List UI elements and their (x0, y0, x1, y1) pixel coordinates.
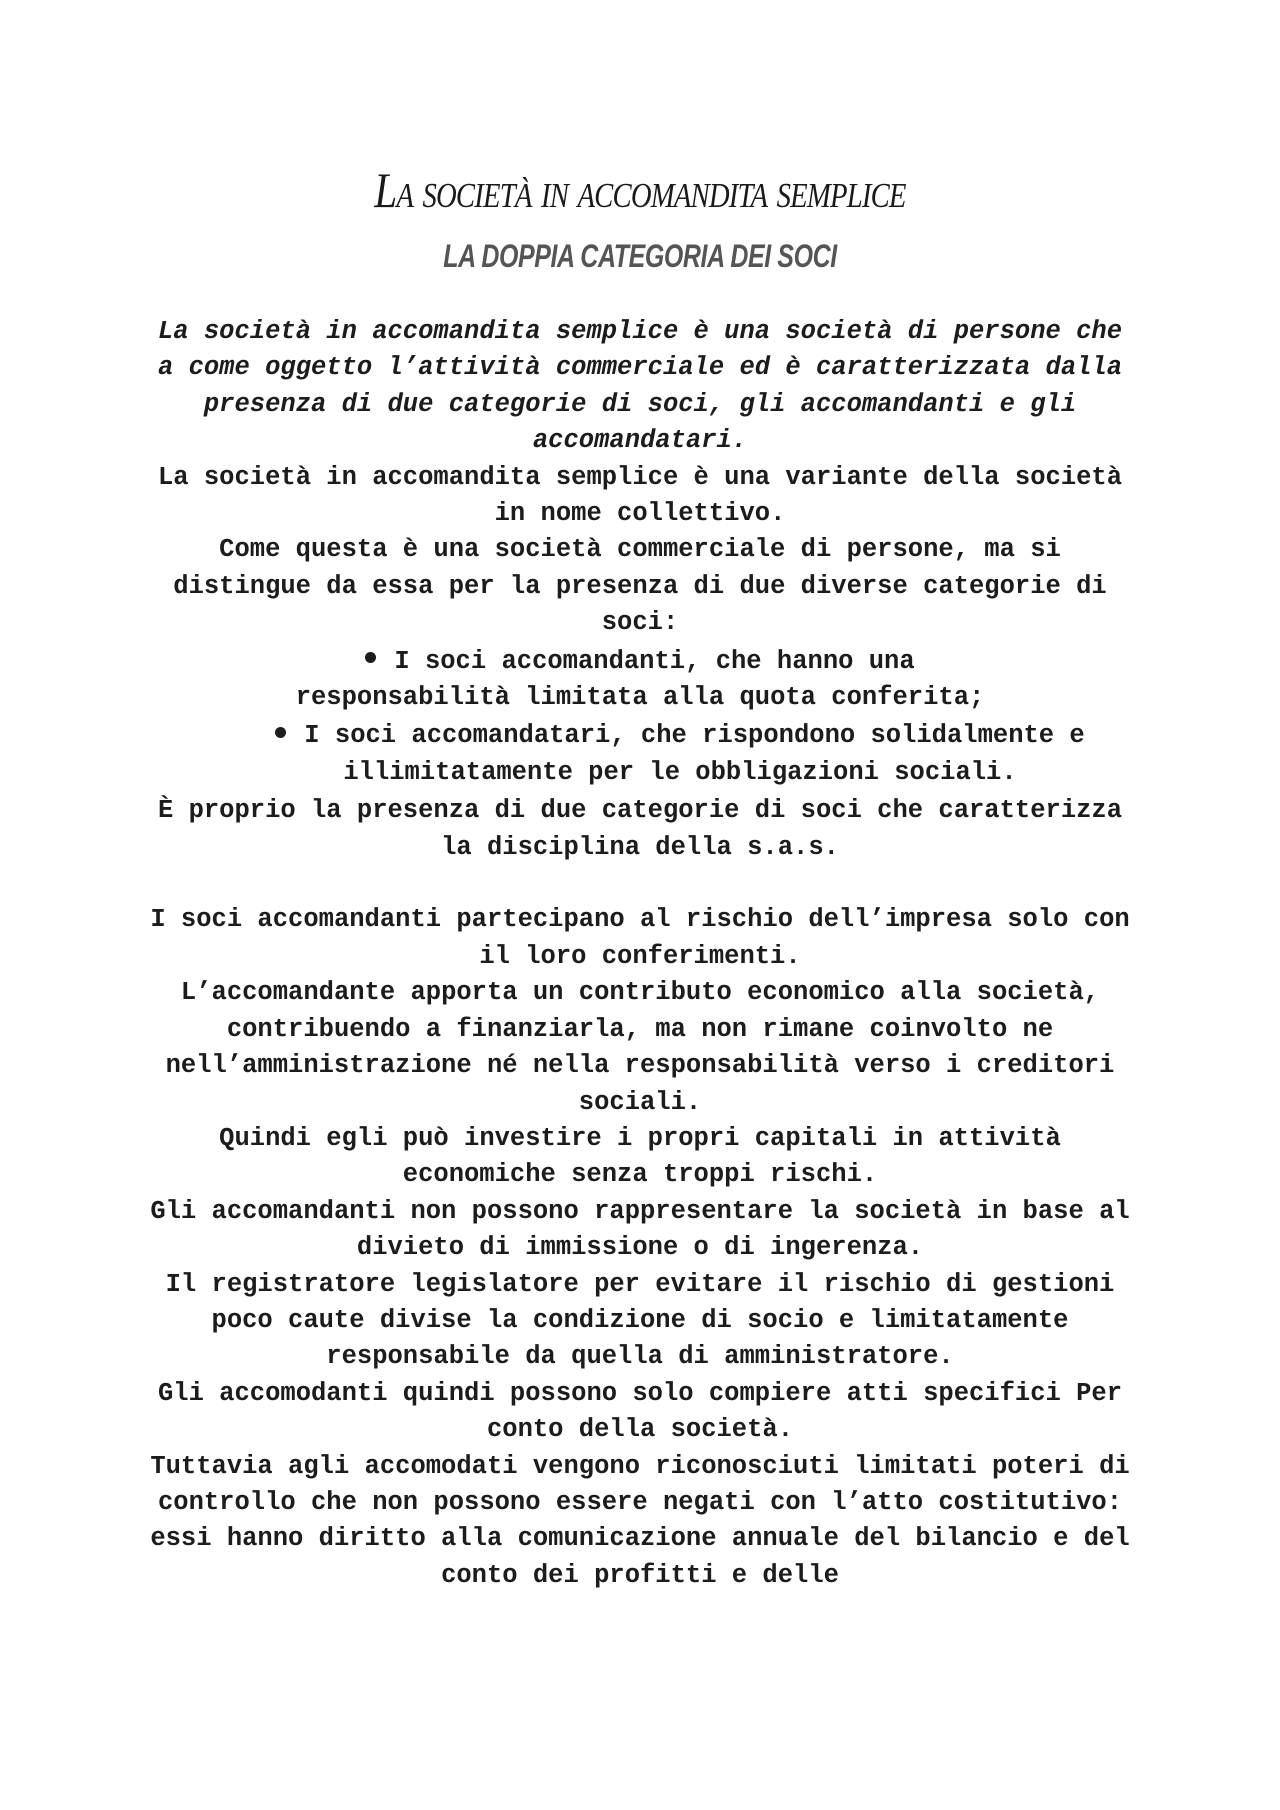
intro-paragraph: La società in accomandita semplice è una società di persone che a come oggetto l’attività commerciale ed è caratterizzata dalla presenza di due categorie di soci, gli accomandanti e gli accomandatari. (157, 317, 1123, 456)
paragraph: Quindi egli può investire i propri capitali in attività economiche senza troppi rischi. (219, 1123, 1061, 1190)
paragraph: Tuttavia agli accomodati vengono riconosciuti limitati poteri di controllo che non possono essere negati con l’atto costitutivo: essi hanno diritto alla comunicazione annuale del bilancio e del conto dei profitti e delle (150, 1451, 1130, 1590)
paragraph: Come questa è una società commerciale di persone, ma si distingue da essa per la presenza di due diverse categorie di soci: (173, 535, 1107, 638)
paragraph-spacer (150, 866, 1130, 902)
paragraph: L’accomandante apporta un contributo economico alla società, contribuendo a finanziarla, ma non rimane coinvolto ne nell’amministrazione né nella responsabilità verso i creditori sociali. (165, 978, 1115, 1117)
paragraph: Il registratore legislatore per evitare il rischio di gestioni poco caute divise la condizione di socio e limitatamente responsabile da quella di amministratore. (165, 1269, 1115, 1372)
paragraph: È proprio la presenza di due categorie di soci che caratterizza la disciplina della s.a.s. (157, 796, 1123, 862)
page-title: La società in accomandita semplice (374, 162, 906, 218)
list-item-text: I soci accomandanti, che hanno una responsabilità limitata alla quota conferita; (295, 646, 985, 713)
page-subtitle: LA DOPPIA CATEGORIA DEI SOCI (443, 238, 837, 274)
paragraph: La società in accomandita semplice è una variante della società in nome collettivo. (157, 462, 1123, 529)
paragraph: Gli accomandanti non possono rappresentare la società in base al divieto di immissione o di ingerenza. (150, 1196, 1130, 1263)
bullet-icon (365, 652, 376, 663)
list-item-text: I soci accomandatari, che rispondono solidalmente e illimitatamente per le obbligazioni sociali. (304, 721, 1085, 787)
paragraph: I soci accomandanti partecipano al rischio dell’impresa solo con il loro conferimenti. (150, 905, 1130, 971)
bullet-icon (275, 727, 286, 738)
paragraph: Gli accomodanti quindi possono solo compiere atti specifici Per conto della società. (157, 1378, 1123, 1445)
list-item (150, 644, 1130, 717)
bullet-list (150, 644, 1130, 792)
document-body (150, 314, 1130, 1594)
list-item (150, 718, 1130, 791)
